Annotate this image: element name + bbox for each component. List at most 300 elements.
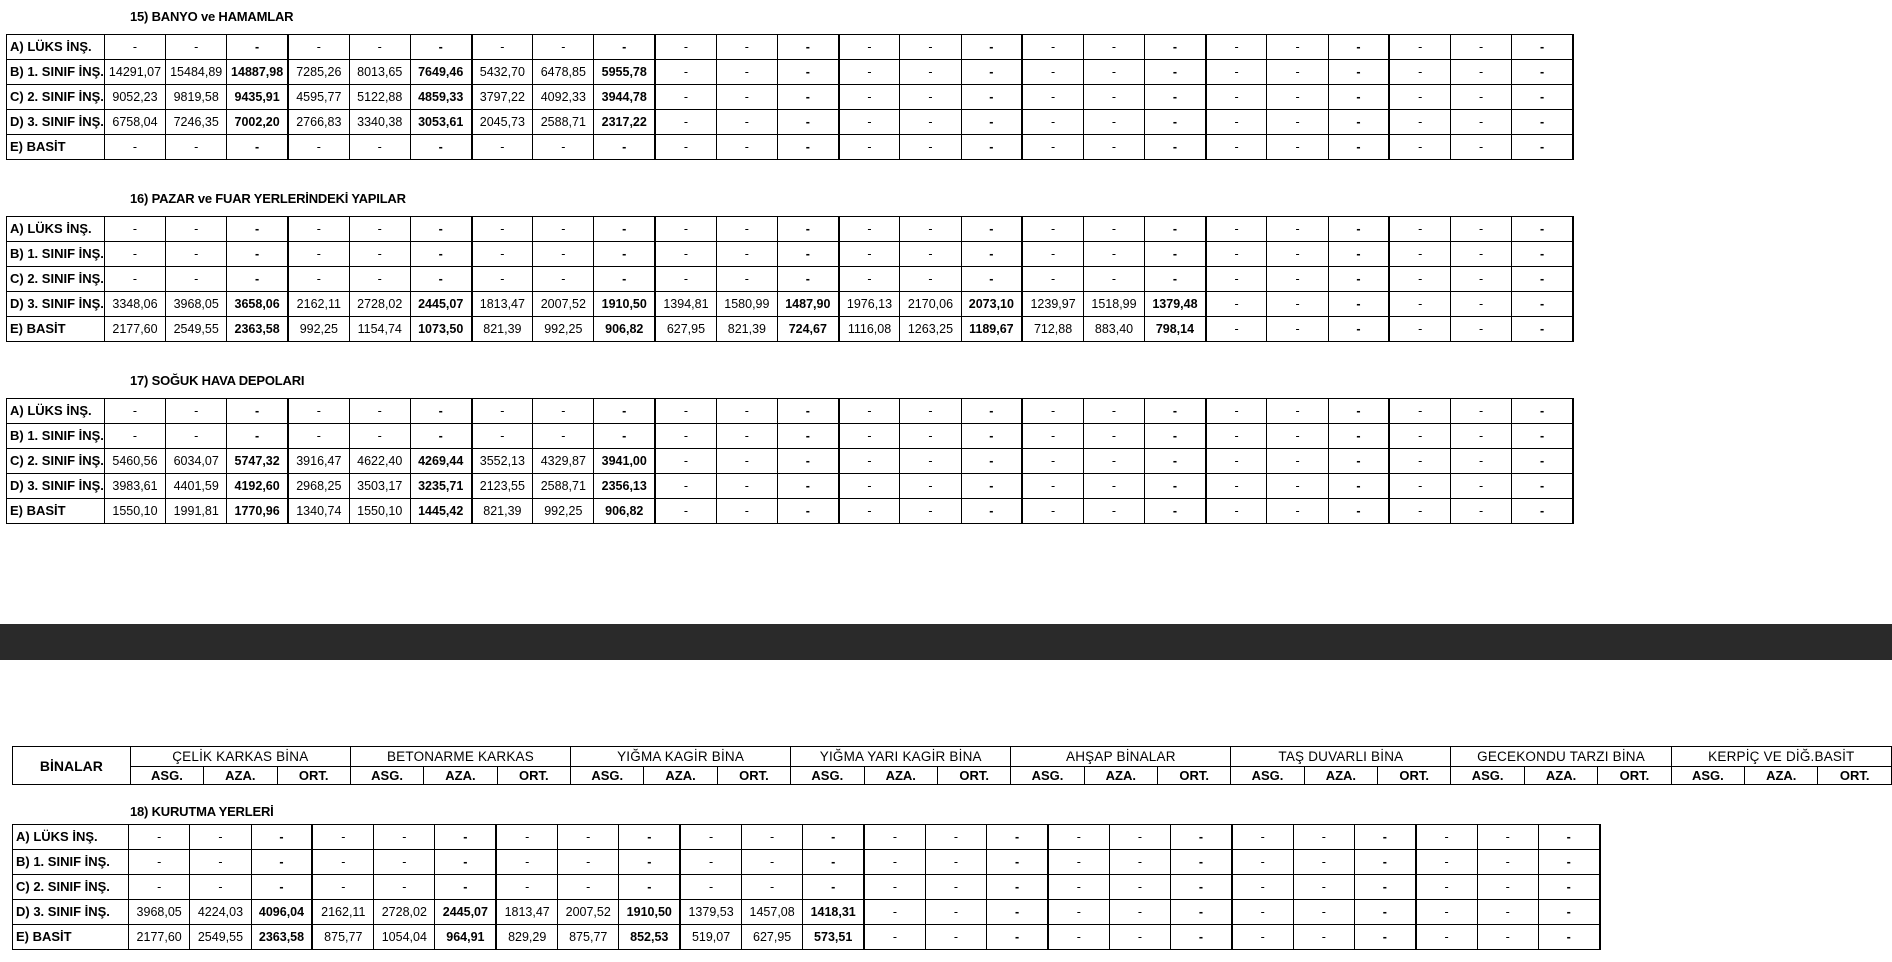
row-label: D) 3. SINIF İNŞ. (7, 292, 105, 317)
empty-cell: - (839, 474, 900, 499)
empty-cell: - (925, 900, 986, 925)
empty-cell: - (1328, 135, 1389, 160)
empty-cell: - (1512, 242, 1573, 267)
empty-cell: - (864, 875, 925, 900)
value-cell: 9819,58 (166, 85, 227, 110)
value-cell: 875,77 (312, 925, 373, 950)
empty-cell: - (1109, 825, 1170, 850)
empty-cell: - (312, 850, 373, 875)
empty-cell: - (1389, 317, 1450, 342)
empty-cell: - (1022, 35, 1083, 60)
sub-header: ORT. (717, 767, 790, 785)
empty-cell: - (777, 267, 838, 292)
empty-cell: - (1293, 875, 1354, 900)
value-cell: 821,39 (472, 317, 533, 342)
value-cell: 2363,58 (251, 925, 312, 950)
group-header: KERPİÇ VE DİĞ.BASİT (1671, 747, 1891, 767)
empty-cell: - (227, 424, 288, 449)
empty-cell: - (1512, 85, 1573, 110)
empty-cell: - (1022, 85, 1083, 110)
value-cell: 627,95 (741, 925, 802, 950)
sub-header: ASG. (1011, 767, 1084, 785)
sub-header: ORT. (497, 767, 570, 785)
empty-cell: - (227, 35, 288, 60)
value-cell: 1991,81 (166, 499, 227, 524)
empty-cell: - (1389, 499, 1450, 524)
empty-cell: - (1389, 267, 1450, 292)
group-header: BETONARME KARKAS (350, 747, 570, 767)
empty-cell: - (349, 267, 410, 292)
empty-cell: - (864, 925, 925, 950)
empty-cell: - (472, 217, 533, 242)
value-cell: 2549,55 (166, 317, 227, 342)
value-cell: 5432,70 (472, 60, 533, 85)
sub-header: AZA. (864, 767, 937, 785)
empty-cell: - (1083, 60, 1144, 85)
value-cell: 2317,22 (594, 110, 655, 135)
value-cell: 5460,56 (104, 449, 165, 474)
empty-cell: - (1451, 242, 1512, 267)
empty-cell: - (288, 242, 349, 267)
empty-cell: - (1512, 135, 1573, 160)
group-header: TAŞ DUVARLI BİNA (1231, 747, 1451, 767)
sub-header: ASG. (350, 767, 423, 785)
value-cell: 2968,25 (288, 474, 349, 499)
empty-cell: - (961, 217, 1022, 242)
table-row (7, 35, 1573, 60)
empty-cell: - (839, 424, 900, 449)
table-row (7, 474, 1573, 499)
empty-cell: - (1328, 35, 1389, 60)
group-header: ÇELİK KARKAS BİNA (130, 747, 350, 767)
value-cell: 852,53 (619, 925, 680, 950)
value-cell: 875,77 (558, 925, 619, 950)
empty-cell: - (288, 35, 349, 60)
table-row (13, 900, 1600, 925)
empty-cell: - (716, 267, 777, 292)
empty-cell: - (1232, 850, 1293, 875)
empty-cell: - (1389, 110, 1450, 135)
value-cell: 2588,71 (533, 474, 594, 499)
empty-cell: - (900, 449, 961, 474)
empty-cell: - (1538, 850, 1599, 875)
empty-cell: - (1451, 85, 1512, 110)
empty-cell: - (594, 267, 655, 292)
empty-cell: - (1232, 925, 1293, 950)
empty-cell: - (288, 399, 349, 424)
table-row (13, 825, 1600, 850)
sub-header: ORT. (1378, 767, 1451, 785)
value-cell: 1813,47 (496, 900, 557, 925)
empty-cell: - (166, 242, 227, 267)
empty-cell: - (410, 242, 471, 267)
empty-cell: - (1389, 85, 1450, 110)
table-row (7, 242, 1573, 267)
empty-cell: - (961, 110, 1022, 135)
sub-header: ORT. (277, 767, 350, 785)
empty-cell: - (1022, 399, 1083, 424)
empty-cell: - (1083, 85, 1144, 110)
value-cell: 1073,50 (410, 317, 471, 342)
empty-cell: - (166, 35, 227, 60)
empty-cell: - (839, 449, 900, 474)
empty-cell: - (1328, 499, 1389, 524)
empty-cell: - (961, 449, 1022, 474)
empty-cell: - (1512, 60, 1573, 85)
empty-cell: - (1022, 267, 1083, 292)
empty-cell: - (1206, 499, 1267, 524)
empty-cell: - (1145, 110, 1206, 135)
empty-cell: - (312, 825, 373, 850)
empty-cell: - (839, 35, 900, 60)
empty-cell: - (1328, 85, 1389, 110)
empty-cell: - (104, 424, 165, 449)
empty-cell: - (1451, 110, 1512, 135)
value-cell: 6758,04 (104, 110, 165, 135)
empty-cell: - (166, 399, 227, 424)
empty-cell: - (961, 35, 1022, 60)
empty-cell: - (472, 35, 533, 60)
empty-cell: - (1389, 399, 1450, 424)
empty-cell: - (288, 217, 349, 242)
empty-cell: - (1022, 60, 1083, 85)
empty-cell: - (1145, 267, 1206, 292)
empty-cell: - (1538, 875, 1599, 900)
empty-cell: - (1206, 217, 1267, 242)
value-cell: 798,14 (1145, 317, 1206, 342)
value-cell: 2549,55 (190, 925, 251, 950)
empty-cell: - (1267, 449, 1328, 474)
value-cell: 4329,87 (533, 449, 594, 474)
table-row (13, 850, 1600, 875)
empty-cell: - (741, 825, 802, 850)
empty-cell: - (166, 217, 227, 242)
empty-cell: - (655, 449, 716, 474)
value-cell: 3348,06 (104, 292, 165, 317)
empty-cell: - (1022, 242, 1083, 267)
empty-cell: - (900, 85, 961, 110)
empty-cell: - (472, 267, 533, 292)
empty-cell: - (1145, 85, 1206, 110)
value-cell: 2045,73 (472, 110, 533, 135)
table-row (7, 499, 1573, 524)
empty-cell: - (655, 267, 716, 292)
row-label: B) 1. SINIF İNŞ. (7, 242, 105, 267)
empty-cell: - (1145, 60, 1206, 85)
empty-cell: - (1328, 60, 1389, 85)
table-row (7, 317, 1573, 342)
value-cell: 821,39 (716, 317, 777, 342)
value-cell: 7649,46 (410, 60, 471, 85)
empty-cell: - (619, 875, 680, 900)
value-cell: 2363,58 (227, 317, 288, 342)
empty-cell: - (1416, 900, 1477, 925)
row-label: A) LÜKS İNŞ. (13, 825, 129, 850)
empty-cell: - (1145, 474, 1206, 499)
value-cell: 1116,08 (839, 317, 900, 342)
empty-cell: - (1267, 399, 1328, 424)
empty-cell: - (777, 217, 838, 242)
value-cell: 724,67 (777, 317, 838, 342)
empty-cell: - (594, 135, 655, 160)
empty-cell: - (374, 825, 435, 850)
empty-cell: - (716, 449, 777, 474)
value-cell: 627,95 (655, 317, 716, 342)
empty-cell: - (1109, 925, 1170, 950)
empty-cell: - (166, 135, 227, 160)
value-cell: 4096,04 (251, 900, 312, 925)
column-header-table (12, 746, 1892, 785)
empty-cell: - (655, 424, 716, 449)
empty-cell: - (925, 825, 986, 850)
value-cell: 4595,77 (288, 85, 349, 110)
row-label: E) BASİT (7, 499, 105, 524)
empty-cell: - (374, 875, 435, 900)
value-cell: 2162,11 (288, 292, 349, 317)
empty-cell: - (349, 35, 410, 60)
empty-cell: - (472, 399, 533, 424)
empty-cell: - (716, 217, 777, 242)
empty-cell: - (104, 135, 165, 160)
empty-cell: - (533, 242, 594, 267)
sub-header: AZA. (1084, 767, 1157, 785)
row-label: A) LÜKS İNŞ. (7, 399, 105, 424)
value-cell: 8013,65 (349, 60, 410, 85)
empty-cell: - (987, 875, 1048, 900)
empty-cell: - (1512, 499, 1573, 524)
value-cell: 14291,07 (104, 60, 165, 85)
empty-cell: - (1538, 825, 1599, 850)
empty-cell: - (1451, 449, 1512, 474)
empty-cell: - (1171, 925, 1232, 950)
empty-cell: - (1267, 499, 1328, 524)
empty-cell: - (900, 60, 961, 85)
empty-cell: - (1451, 424, 1512, 449)
empty-cell: - (1171, 875, 1232, 900)
empty-cell: - (1328, 110, 1389, 135)
value-cell: 1418,31 (803, 900, 864, 925)
value-cell: 3235,71 (410, 474, 471, 499)
empty-cell: - (1206, 110, 1267, 135)
empty-cell: - (1389, 449, 1450, 474)
empty-cell: - (655, 85, 716, 110)
sub-header: AZA. (204, 767, 277, 785)
value-cell: 573,51 (803, 925, 864, 950)
empty-cell: - (655, 60, 716, 85)
group-header: AHŞAP BİNALAR (1011, 747, 1231, 767)
empty-cell: - (104, 242, 165, 267)
section-title-pazar: 16) PAZAR ve FUAR YERLERİNDEKİ YAPILAR (130, 191, 406, 206)
empty-cell: - (1206, 424, 1267, 449)
empty-cell: - (1109, 900, 1170, 925)
empty-cell: - (1354, 875, 1415, 900)
value-cell: 1910,50 (594, 292, 655, 317)
row-label: E) BASİT (7, 135, 105, 160)
empty-cell: - (961, 499, 1022, 524)
value-cell: 4622,40 (349, 449, 410, 474)
empty-cell: - (1293, 900, 1354, 925)
empty-cell: - (1206, 85, 1267, 110)
value-cell: 1445,42 (410, 499, 471, 524)
value-cell: 2588,71 (533, 110, 594, 135)
empty-cell: - (129, 875, 190, 900)
value-cell: 3916,47 (288, 449, 349, 474)
empty-cell: - (349, 217, 410, 242)
empty-cell: - (1267, 474, 1328, 499)
empty-cell: - (1022, 424, 1083, 449)
empty-cell: - (655, 242, 716, 267)
table-row (7, 217, 1573, 242)
empty-cell: - (925, 875, 986, 900)
sub-header: ORT. (1598, 767, 1671, 785)
value-cell: 2177,60 (129, 925, 190, 950)
empty-cell: - (594, 399, 655, 424)
value-cell: 829,29 (496, 925, 557, 950)
empty-cell: - (435, 850, 496, 875)
empty-cell: - (104, 217, 165, 242)
empty-cell: - (1451, 60, 1512, 85)
empty-cell: - (1451, 317, 1512, 342)
empty-cell: - (1267, 60, 1328, 85)
sub-header: ASG. (791, 767, 864, 785)
empty-cell: - (987, 900, 1048, 925)
table-row (7, 424, 1573, 449)
empty-cell: - (1022, 135, 1083, 160)
empty-cell: - (1206, 317, 1267, 342)
value-cell: 1457,08 (741, 900, 802, 925)
value-cell: 1910,50 (619, 900, 680, 925)
empty-cell: - (533, 267, 594, 292)
empty-cell: - (1389, 217, 1450, 242)
empty-cell: - (1145, 217, 1206, 242)
value-cell: 883,40 (1083, 317, 1144, 342)
empty-cell: - (619, 850, 680, 875)
empty-cell: - (900, 110, 961, 135)
sub-header: ORT. (1818, 767, 1892, 785)
empty-cell: - (925, 925, 986, 950)
empty-cell: - (190, 825, 251, 850)
empty-cell: - (1206, 449, 1267, 474)
empty-cell: - (1512, 267, 1573, 292)
value-cell: 906,82 (594, 317, 655, 342)
empty-cell: - (558, 825, 619, 850)
value-cell: 3968,05 (166, 292, 227, 317)
empty-cell: - (777, 135, 838, 160)
sub-header: AZA. (1745, 767, 1818, 785)
value-cell: 4224,03 (190, 900, 251, 925)
empty-cell: - (1145, 424, 1206, 449)
value-cell: 2007,52 (533, 292, 594, 317)
empty-cell: - (251, 850, 312, 875)
empty-cell: - (166, 424, 227, 449)
empty-cell: - (655, 110, 716, 135)
empty-cell: - (1083, 424, 1144, 449)
empty-cell: - (594, 424, 655, 449)
row-label: E) BASİT (13, 925, 129, 950)
value-cell: 14887,98 (227, 60, 288, 85)
empty-cell: - (1083, 217, 1144, 242)
value-cell: 1379,48 (1145, 292, 1206, 317)
empty-cell: - (987, 925, 1048, 950)
empty-cell: - (312, 875, 373, 900)
empty-cell: - (1267, 424, 1328, 449)
empty-cell: - (1477, 825, 1538, 850)
value-cell: 1394,81 (655, 292, 716, 317)
empty-cell: - (900, 267, 961, 292)
empty-cell: - (987, 850, 1048, 875)
empty-cell: - (227, 135, 288, 160)
sub-header: ASG. (1671, 767, 1744, 785)
empty-cell: - (227, 267, 288, 292)
empty-cell: - (680, 825, 741, 850)
empty-cell: - (1022, 474, 1083, 499)
empty-cell: - (741, 850, 802, 875)
row-label: D) 3. SINIF İNŞ. (7, 110, 105, 135)
value-cell: 2728,02 (374, 900, 435, 925)
empty-cell: - (900, 135, 961, 160)
empty-cell: - (1267, 267, 1328, 292)
empty-cell: - (1206, 35, 1267, 60)
value-cell: 3053,61 (410, 110, 471, 135)
row-label: B) 1. SINIF İNŞ. (13, 850, 129, 875)
empty-cell: - (619, 825, 680, 850)
empty-cell: - (1477, 875, 1538, 900)
empty-cell: - (900, 424, 961, 449)
empty-cell: - (1451, 292, 1512, 317)
empty-cell: - (900, 35, 961, 60)
empty-cell: - (1048, 825, 1109, 850)
empty-cell: - (288, 135, 349, 160)
empty-cell: - (1206, 135, 1267, 160)
empty-cell: - (1328, 217, 1389, 242)
value-cell: 6034,07 (166, 449, 227, 474)
empty-cell: - (496, 825, 557, 850)
table-row (7, 292, 1573, 317)
empty-cell: - (839, 399, 900, 424)
empty-cell: - (1512, 317, 1573, 342)
empty-cell: - (1145, 35, 1206, 60)
empty-cell: - (864, 825, 925, 850)
empty-cell: - (1354, 925, 1415, 950)
empty-cell: - (1477, 850, 1538, 875)
empty-cell: - (594, 217, 655, 242)
empty-cell: - (839, 110, 900, 135)
value-cell: 3797,22 (472, 85, 533, 110)
empty-cell: - (1416, 925, 1477, 950)
empty-cell: - (472, 135, 533, 160)
row-header-binalar: BİNALAR (13, 747, 131, 785)
empty-cell: - (864, 850, 925, 875)
empty-cell: - (1267, 217, 1328, 242)
empty-cell: - (435, 875, 496, 900)
table-row (13, 925, 1600, 950)
empty-cell: - (410, 399, 471, 424)
empty-cell: - (1145, 449, 1206, 474)
value-cell: 9052,23 (104, 85, 165, 110)
empty-cell: - (1232, 825, 1293, 850)
empty-cell: - (1022, 217, 1083, 242)
empty-cell: - (1083, 110, 1144, 135)
empty-cell: - (1145, 399, 1206, 424)
empty-cell: - (1416, 875, 1477, 900)
value-cell: 7285,26 (288, 60, 349, 85)
empty-cell: - (533, 135, 594, 160)
empty-cell: - (1477, 900, 1538, 925)
empty-cell: - (1267, 35, 1328, 60)
empty-cell: - (1267, 242, 1328, 267)
row-label: C) 2. SINIF İNŞ. (7, 267, 105, 292)
empty-cell: - (1451, 135, 1512, 160)
